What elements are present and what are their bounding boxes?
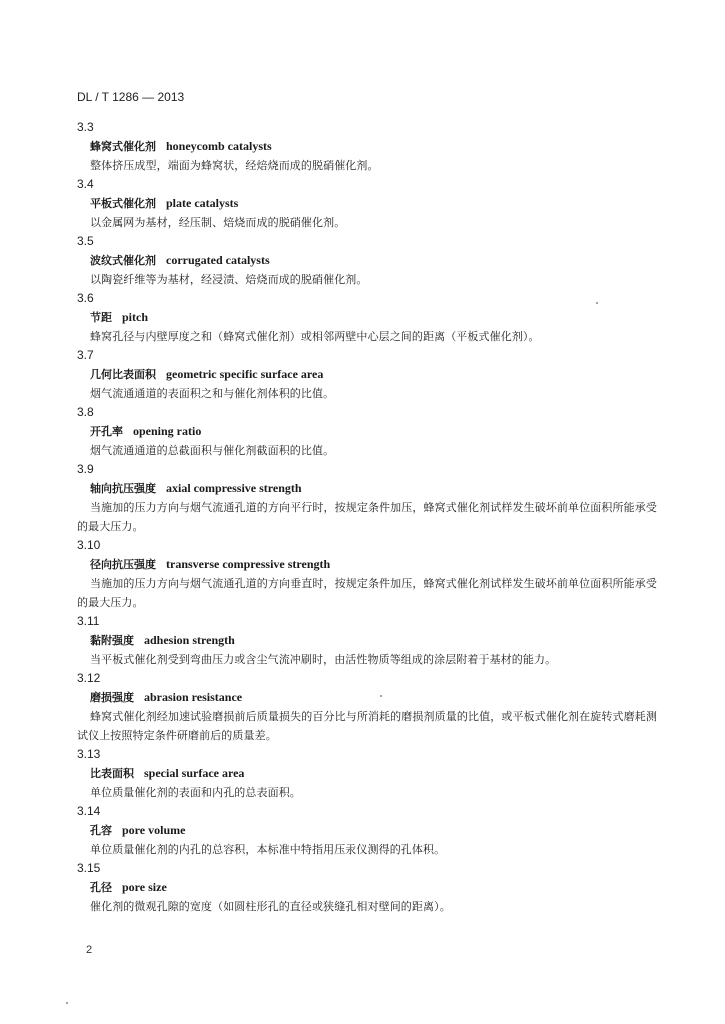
term-heading <box>77 821 657 840</box>
term-entry <box>77 669 657 745</box>
term-definition: 单位质量催化剂的内孔的总容积，本标准中特指用压汞仪测得的孔体积。 <box>90 843 446 856</box>
term-english: opening ratio <box>133 424 202 438</box>
term-heading <box>77 137 657 156</box>
term-english: abrasion resistance <box>144 690 243 704</box>
term-english: geometric specific surface area <box>166 367 324 381</box>
term-heading <box>77 631 657 650</box>
term-definition: 当施加的压力方向与烟气流通孔道的方向垂直时，按规定条件加压，蜂窝式催化剂试样发生破坏前单位面积所能承受的最大压力。 <box>77 577 657 609</box>
term-heading <box>77 194 657 213</box>
term-definition: 以陶瓷纤维等为基材，经浸渍、焙烧而成的脱硝催化剂。 <box>90 273 368 286</box>
clause-number: 3.5 <box>77 234 94 248</box>
term-english: honeycomb catalysts <box>166 139 272 153</box>
clause-number: 3.8 <box>77 405 94 419</box>
term-english: pore volume <box>122 823 186 837</box>
term-definitions-list <box>77 118 657 916</box>
term-entry <box>77 745 657 802</box>
term-definition: 以金属网为基材，经压制、焙烧而成的脱硝催化剂。 <box>90 216 346 229</box>
term-chinese: 波纹式催化剂 <box>90 254 156 267</box>
term-entry <box>77 802 657 859</box>
term-english: corrugated catalysts <box>166 253 270 267</box>
term-chinese: 径向抗压强度 <box>90 558 156 571</box>
clause-number: 3.10 <box>77 538 101 552</box>
term-english: special surface area <box>144 766 245 780</box>
clause-number: 3.7 <box>77 348 94 362</box>
term-chinese: 轴向抗压强度 <box>90 482 156 495</box>
term-chinese: 节距 <box>90 311 112 324</box>
term-definition: 当平板式催化剂受到弯曲压力或含尘气流冲刷时，由活性物质等组成的涂层附着于基材的能力。 <box>90 653 557 666</box>
term-definition: 烟气流通通道的总截面积与催化剂截面积的比值。 <box>90 444 335 457</box>
clause-number: 3.12 <box>77 671 101 685</box>
term-heading <box>77 365 657 384</box>
term-english: plate catalysts <box>166 196 239 210</box>
term-english: pore size <box>122 880 167 894</box>
term-definition: 整体挤压成型，端面为蜂窝状，经焙烧而成的脱硝催化剂。 <box>90 159 379 172</box>
term-heading <box>77 555 657 574</box>
term-definition: 蜂窝孔径与内壁厚度之和（蜂窝式催化剂）或相邻两壁中心层之间的距离（平板式催化剂）。 <box>90 330 540 343</box>
term-definition: 烟气流通通道的表面积之和与催化剂体积的比值。 <box>90 387 335 400</box>
term-entry <box>77 175 657 232</box>
term-chinese: 平板式催化剂 <box>90 197 156 210</box>
scan-speck <box>380 695 382 697</box>
term-definition: 当施加的压力方向与烟气流通孔道的方向平行时，按规定条件加压，蜂窝式催化剂试样发生破坏前单位面积所能承受的最大压力。 <box>77 501 657 533</box>
term-entry <box>77 612 657 669</box>
clause-number: 3.11 <box>77 614 100 628</box>
term-chinese: 开孔率 <box>90 425 123 438</box>
term-chinese: 磨损强度 <box>90 691 134 704</box>
standard-code-header: DL / T 1286 — 2013 <box>77 90 185 104</box>
term-entry <box>77 232 657 289</box>
clause-number: 3.9 <box>77 462 94 476</box>
term-chinese: 蜂窝式催化剂 <box>90 140 156 153</box>
clause-number: 3.6 <box>77 291 94 305</box>
term-heading <box>77 688 657 707</box>
term-entry <box>77 460 657 536</box>
term-heading <box>77 308 657 327</box>
term-english: adhesion strength <box>144 633 235 647</box>
clause-number: 3.13 <box>77 747 101 761</box>
clause-number: 3.15 <box>77 861 101 875</box>
term-entry <box>77 859 657 916</box>
page-number: 2 <box>86 944 93 956</box>
term-chinese: 比表面积 <box>90 767 134 780</box>
scan-speck <box>66 1002 68 1004</box>
term-english: axial compressive strength <box>166 481 302 495</box>
term-definition: 催化剂的微观孔隙的宽度（如圆柱形孔的直径或狭缝孔相对壁间的距离）。 <box>90 900 451 913</box>
term-definition: 蜂窝式催化剂经加速试验磨损前后质量损失的百分比与所消耗的磨损剂质量的比值，或平板式催化剂在旋转式磨耗测试仪上按照特定条件研磨前后的质量差。 <box>77 710 657 742</box>
term-english: pitch <box>122 310 149 324</box>
term-heading <box>77 764 657 783</box>
term-entry <box>77 346 657 403</box>
clause-number: 3.14 <box>77 804 101 818</box>
term-english: transverse compressive strength <box>166 557 331 571</box>
term-definition: 单位质量催化剂的表面和内孔的总表面积。 <box>90 786 301 799</box>
term-entry <box>77 289 657 346</box>
scan-speck <box>596 302 598 304</box>
term-heading <box>77 422 657 441</box>
term-entry <box>77 118 657 175</box>
term-heading <box>77 479 657 498</box>
term-chinese: 几何比表面积 <box>90 368 156 381</box>
clause-number: 3.3 <box>77 120 94 134</box>
clause-number: 3.4 <box>77 177 94 191</box>
term-heading <box>77 251 657 270</box>
term-entry <box>77 536 657 612</box>
term-chinese: 黏附强度 <box>90 634 134 647</box>
term-chinese: 孔容 <box>90 824 112 837</box>
term-heading <box>77 878 657 897</box>
term-entry <box>77 403 657 460</box>
term-chinese: 孔径 <box>90 881 112 894</box>
